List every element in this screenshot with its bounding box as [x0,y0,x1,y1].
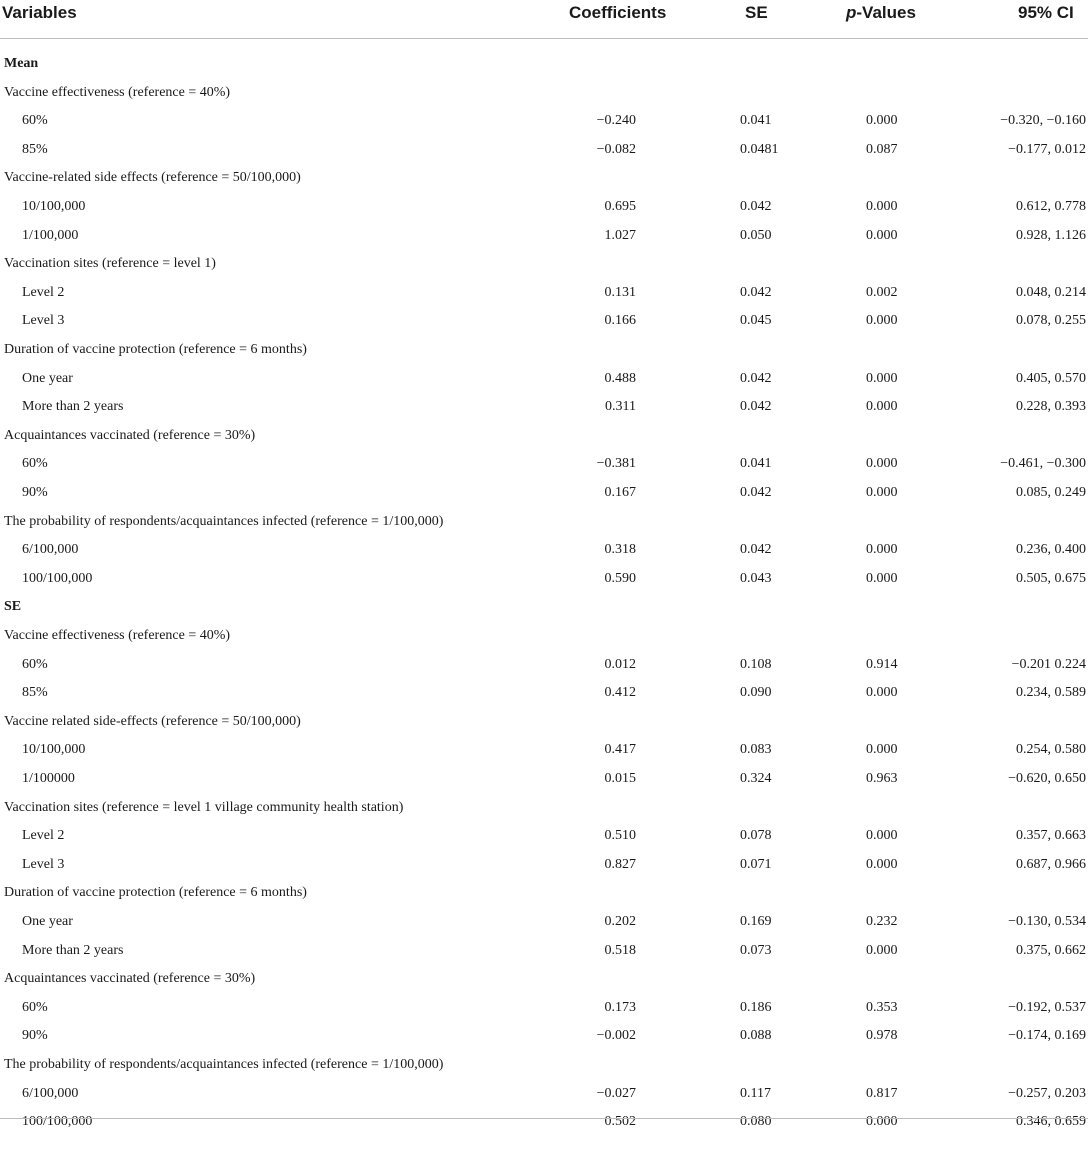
p-value-cell: 0.000 [866,856,898,872]
p-value-cell: 0.087 [866,141,898,157]
table-row [0,657,1091,685]
variable-cell: 60% [22,456,48,472]
variable-cell: One year [22,914,73,929]
se-cell: 0.080 [740,1114,772,1130]
coefficient-cell: 0.827 [604,856,636,872]
variable-cell: Acquaintances vaccinated (reference = 30%) [4,971,256,987]
se-cell: 0.071 [740,856,772,872]
se-cell: 0.088 [740,1028,772,1044]
variable-cell: 10/100,000 [22,199,86,214]
group-heading-row [0,885,1091,913]
coefficient-cell: 0.167 [604,485,636,500]
variable-cell: Mean [4,56,39,71]
header-p-italic: p [846,3,857,22]
ci-cell: −0.257, 0.203 [1008,1085,1086,1101]
variable-cell: 90% [22,1028,48,1044]
ci-cell: 0.505, 0.675 [1016,570,1086,586]
variable-cell: Vaccination sites (reference = level 1) [4,256,216,272]
p-value-cell: 0.000 [866,1114,898,1130]
p-value-cell: 0.000 [866,456,898,472]
coefficient-cell: 0.173 [604,999,636,1015]
se-cell: 0.186 [740,999,772,1015]
se-cell: 0.042 [740,370,772,386]
ci-cell: 0.375, 0.662 [1016,942,1086,958]
table-row [0,1000,1091,1028]
variable-cell: 90% [22,485,48,500]
se-cell: 0.083 [740,742,772,758]
table-row [0,828,1091,856]
table-row [0,199,1091,227]
table-row [0,857,1091,885]
ci-cell: 0.346, 0.659 [1016,1114,1086,1130]
coefficient-cell: 0.695 [604,199,636,214]
se-cell: 0.041 [740,456,772,472]
p-value-cell: 0.000 [866,399,898,415]
header-se: SE [745,3,768,22]
se-cell: 0.045 [740,313,772,329]
variable-cell: More than 2 years [22,942,124,958]
se-cell: 0.117 [740,1085,771,1101]
ci-cell: 0.928, 1.126 [1016,227,1086,243]
p-value-cell: 0.002 [866,284,898,300]
variable-cell: Duration of vaccine protection (reference = 6 months) [4,885,307,901]
variable-cell: 1/100000 [22,771,75,786]
p-value-cell: 0.000 [866,828,898,844]
p-value-cell: 0.000 [866,227,898,243]
p-value-cell: 0.978 [866,1028,898,1044]
section-heading-row [0,599,1091,627]
ci-cell: −0.620, 0.650 [1008,771,1086,786]
header-coefficients: Coefficients [569,3,667,22]
coefficient-cell: −0.002 [596,1028,636,1044]
ci-cell: 0.078, 0.255 [1016,313,1086,329]
p-value-cell: 0.000 [866,570,898,586]
se-cell: 0.090 [740,685,772,701]
group-heading-row [0,971,1091,999]
header-variables: Variables [2,3,77,22]
table-row [0,228,1091,256]
ci-cell: 0.085, 0.249 [1016,485,1086,500]
p-value-cell: 0.000 [866,313,898,329]
coefficient-cell: 1.027 [604,227,636,243]
variable-cell: Level 2 [22,828,65,844]
coefficient-cell: 0.518 [604,942,636,958]
section-heading-row [0,56,1091,84]
coefficient-cell: 0.202 [604,914,636,929]
p-value-cell: 0.963 [866,771,898,786]
ci-cell: 0.405, 0.570 [1016,370,1086,386]
variable-cell: 100/100,000 [22,1114,93,1130]
se-cell: 0.041 [740,113,772,129]
group-heading-row [0,428,1091,456]
variable-cell: Vaccine effectiveness (reference = 40%) [4,84,231,100]
p-value-cell: 0.000 [866,685,898,701]
table-row [0,571,1091,599]
se-cell: 0.050 [740,227,772,243]
group-heading-row [0,800,1091,828]
variable-cell: The probability of respondents/acquaintances infected (reference = 1/100,000) [4,1057,444,1072]
table-row [0,943,1091,971]
variable-cell: 85% [22,685,48,701]
ci-cell: −0.192, 0.537 [1008,999,1086,1015]
table-row [0,1086,1091,1114]
variable-cell: Duration of vaccine protection (reference = 6 months) [4,342,307,357]
variable-cell: 100/100,000 [22,570,93,586]
table-row [0,285,1091,313]
se-cell: 0.042 [740,284,772,300]
variable-cell: Level 3 [22,313,65,329]
ci-cell: 0.612, 0.778 [1016,199,1086,214]
se-cell: 0.073 [740,942,772,958]
coefficient-cell: −0.240 [596,113,636,129]
coefficient-cell: 0.311 [605,399,636,415]
ci-cell: −0.174, 0.169 [1008,1028,1086,1044]
group-heading-row [0,256,1091,284]
coefficient-cell: 0.502 [604,1114,636,1130]
group-heading-row [0,514,1091,542]
table-row [0,456,1091,484]
header-p-rest: -Values [856,3,916,22]
se-cell: 0.324 [740,771,772,786]
coefficient-cell: −0.027 [596,1085,636,1101]
coefficient-cell: 0.590 [604,570,636,586]
se-cell: 0.043 [740,570,772,586]
table-row [0,313,1091,341]
ci-cell: −0.461, −0.300 [1000,456,1086,472]
table-row [0,914,1091,942]
p-value-cell: 0.353 [866,999,898,1015]
coefficient-cell: −0.082 [596,141,636,157]
coefficient-cell: 0.412 [604,685,636,701]
variable-cell: Vaccine effectiveness (reference = 40%) [4,628,231,643]
ci-cell: 0.048, 0.214 [1016,284,1086,300]
p-value-cell: 0.000 [866,742,898,758]
ci-cell: 0.228, 0.393 [1016,399,1086,415]
table-row [0,771,1091,799]
p-value-cell: 0.000 [866,113,898,129]
ci-cell: 0.254, 0.580 [1016,742,1086,758]
group-heading-row [0,628,1091,656]
coefficient-cell: 0.318 [604,542,636,558]
ci-cell: 0.687, 0.966 [1016,856,1086,872]
variable-cell: 6/100,000 [22,542,79,558]
table-row [0,742,1091,770]
ci-cell: −0.130, 0.534 [1008,914,1086,929]
variable-cell: More than 2 years [22,399,124,415]
ci-cell: −0.177, 0.012 [1008,141,1086,157]
se-cell: 0.042 [740,542,772,558]
se-cell: 0.042 [740,485,772,500]
variable-cell: 10/100,000 [22,742,86,758]
coefficient-cell: 0.012 [604,656,636,672]
variable-cell: Level 2 [22,284,65,300]
variable-cell: Level 3 [22,856,65,872]
variable-cell: 85% [22,141,48,157]
se-cell: 0.042 [740,399,772,415]
table-bottom-rule [0,1118,1088,1119]
p-value-cell: 0.000 [866,942,898,958]
table-row [0,113,1091,141]
header-ci: 95% CI [1018,3,1074,22]
p-value-cell: 0.000 [866,542,898,558]
coefficient-cell: −0.381 [596,456,636,472]
table-row [0,542,1091,570]
table-row [0,1028,1091,1056]
table-row [0,485,1091,513]
group-heading-row [0,342,1091,370]
coefficient-cell: 0.166 [604,313,636,329]
table-row [0,685,1091,713]
ci-cell: 0.236, 0.400 [1016,542,1086,558]
table-row [0,371,1091,399]
variable-cell: Vaccine-related side effects (reference = 50/100,000) [4,170,301,186]
p-value-cell: 0.000 [866,485,898,500]
group-heading-row [0,170,1091,198]
variable-cell: 1/100,000 [22,227,79,243]
p-value-cell: 0.000 [866,370,898,386]
ci-cell: −0.201 0.224 [1011,656,1086,672]
p-value-cell: 0.817 [866,1085,898,1101]
variable-cell: 60% [22,999,48,1015]
group-heading-row [0,85,1091,113]
p-value-cell: 0.232 [866,914,898,929]
variable-cell: SE [4,599,22,615]
table-row [0,399,1091,427]
coefficient-cell: 0.015 [604,771,636,786]
coefficient-cell: 0.417 [604,742,636,758]
variable-cell: Vaccination sites (reference = level 1 village community health station) [4,799,404,815]
p-value-cell: 0.000 [866,199,898,214]
variable-cell: 60% [22,113,48,129]
se-cell: 0.108 [740,656,772,672]
se-cell: 0.042 [740,199,772,214]
ci-cell: 0.234, 0.589 [1016,685,1086,701]
ci-cell: 0.357, 0.663 [1016,828,1086,844]
ci-cell: −0.320, −0.160 [1000,113,1086,129]
variable-cell: 60% [22,656,48,672]
variable-cell: One year [22,370,73,386]
coefficient-cell: 0.131 [604,284,636,300]
variable-cell: The probability of respondents/acquaintances infected (reference = 1/100,000) [4,513,444,529]
se-cell: 0.078 [740,828,772,844]
p-value-cell: 0.914 [866,656,898,672]
variable-cell: Vaccine related side-effects (reference = 50/100,000) [4,713,301,729]
coefficient-cell: 0.510 [604,828,636,844]
se-cell: 0.0481 [740,141,779,157]
coefficient-cell: 0.488 [604,370,636,386]
table-row [0,142,1091,170]
group-heading-row [0,714,1091,742]
variable-cell: Acquaintances vaccinated (reference = 30%) [4,427,256,443]
group-heading-row [0,1057,1091,1085]
variable-cell: 6/100,000 [22,1085,79,1101]
se-cell: 0.169 [740,914,772,929]
